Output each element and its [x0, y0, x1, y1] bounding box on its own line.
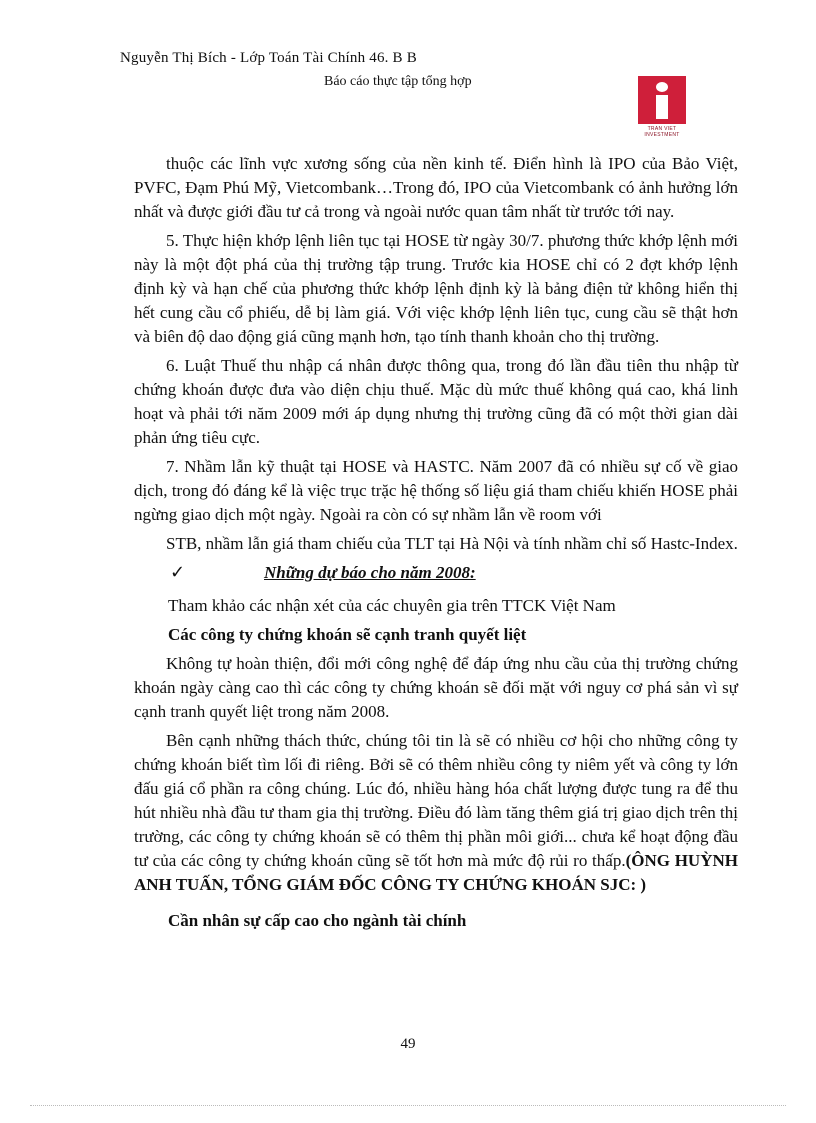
paragraph-competition: Không tự hoàn thiện, đổi mới công nghệ để đáp ứng nhu cầu của thị trường chứng khoán ngày càng cao thì các công ty chứng khoán sẽ đối mặt với nguy cơ phá sản vì sự cạnh tranh quyết liệt trong năm 2008.	[134, 654, 738, 721]
page-number: 49	[400, 1036, 416, 1052]
header-author-class: Nguyễn Thị Bích - Lớp Toán Tài Chính 46. B B	[120, 50, 417, 66]
quote-attribution: (ÔNG HUỲNH ANH TUẤN, TỔNG GIÁM ĐỐC CÔNG TY CHỨNG KHOÁN SJC: )	[134, 851, 738, 894]
paragraph-item-7: 7. Nhầm lẫn kỹ thuật tại HOSE và HASTC. Năm 2007 đã có nhiều sự cố về giao dịch, trong đó đáng kể là việc trục trặc hệ thống số liệu giá tham chiếu khiến HOSE phải ngừng giao dịch một ngày. Ngoài ra còn có sự nhầm lẫn về room với	[134, 457, 738, 524]
header-report-title: Báo cáo thực tập tổng hợp	[324, 74, 472, 89]
paragraph-opportunities-text: Bên cạnh những thách thức, chúng tôi tin là sẽ có nhiều cơ hội cho những công ty chứng khoán biết tìm lối đi riêng. Bởi sẽ có thêm nhiều công ty niêm yết và công ty lớn đấu giá cổ phần ra công chúng. Lúc đó, nhiều hàng hóa chất lượng được tung ra để thu hút nhiều nhà đầu tư tham gia thị trường. Điều đó làm tăng thêm giá trị giao dịch trên thị trường, các công ty chứng khoán sẽ có thêm thị phần môi giới... chưa kể hoạt động đầu tư của các công ty chứng khoán cũng sẽ tốt hơn mà mức độ rủi ro thấp.	[134, 731, 738, 870]
reference-line: Tham khảo các nhận xét của các chuyên gia trên TTCK Việt Nam	[168, 596, 616, 615]
forecast-heading-row	[134, 561, 738, 589]
paragraph-item-7-continued: STB, nhầm lẫn giá tham chiếu của TLT tại Hà Nội và tính nhầm chỉ số Hastc-Index.	[166, 534, 738, 553]
document-body	[134, 152, 738, 933]
paragraph-item-6: 6. Luật Thuế thu nhập cá nhân được thông qua, trong đó lần đầu tiên thu nhập từ chứng khoán được đưa vào diện chịu thuế. Mặc dù mức thuế không quá cao, khá linh hoạt và phải tới năm 2009 mới áp dụng nhưng thị trường cũng đã có một thời gian dài phản ứng tiêu cực.	[134, 356, 738, 447]
forecast-heading: Những dự báo cho năm 2008:	[264, 563, 476, 582]
checkmark-icon: ✓	[170, 562, 186, 583]
letter-i-logo-icon	[638, 76, 686, 124]
logo-stem	[656, 95, 668, 119]
subheading-competition: Các công ty chứng khoán sẽ cạnh tranh quyết liệt	[168, 625, 527, 644]
subheading-personnel: Cần nhân sự cấp cao cho ngành tài chính	[168, 911, 467, 930]
page-bottom-divider	[30, 1105, 786, 1106]
paragraph-opportunities	[134, 729, 738, 897]
paragraph-intro: thuộc các lĩnh vực xương sống của nền kinh tế. Điển hình là IPO của Bảo Việt, PVFC, Đạm Phú Mỹ, Vietcombank…Trong đó, IPO của Vietcombank có ảnh hưởng lớn nhất và được giới đầu tư cả trong và ngoài nước quan tâm nhất từ trước tới nay.	[134, 154, 738, 221]
logo-caption: TRAN VIET INVESTMENT	[644, 126, 680, 138]
paragraph-item-5: 5. Thực hiện khớp lệnh liên tục tại HOSE từ ngày 30/7. phương thức khớp lệnh mới này là một đột phá của thị trường tập trung. Trước kia HOSE chỉ có 2 đợt khớp lệnh định kỳ và hạn chế của phương thức khớp lệnh định kỳ là bảng điện tử không hiển thị hết cung cầu cổ phiếu, dễ bị làm giá. Với việc khớp lệnh liên tục, cung cầu sẽ thật hơn và biên độ dao động giá cũng mạnh hơn, tạo tính thanh khoản cho thị trường.	[134, 231, 738, 346]
logo-dot	[656, 82, 668, 92]
